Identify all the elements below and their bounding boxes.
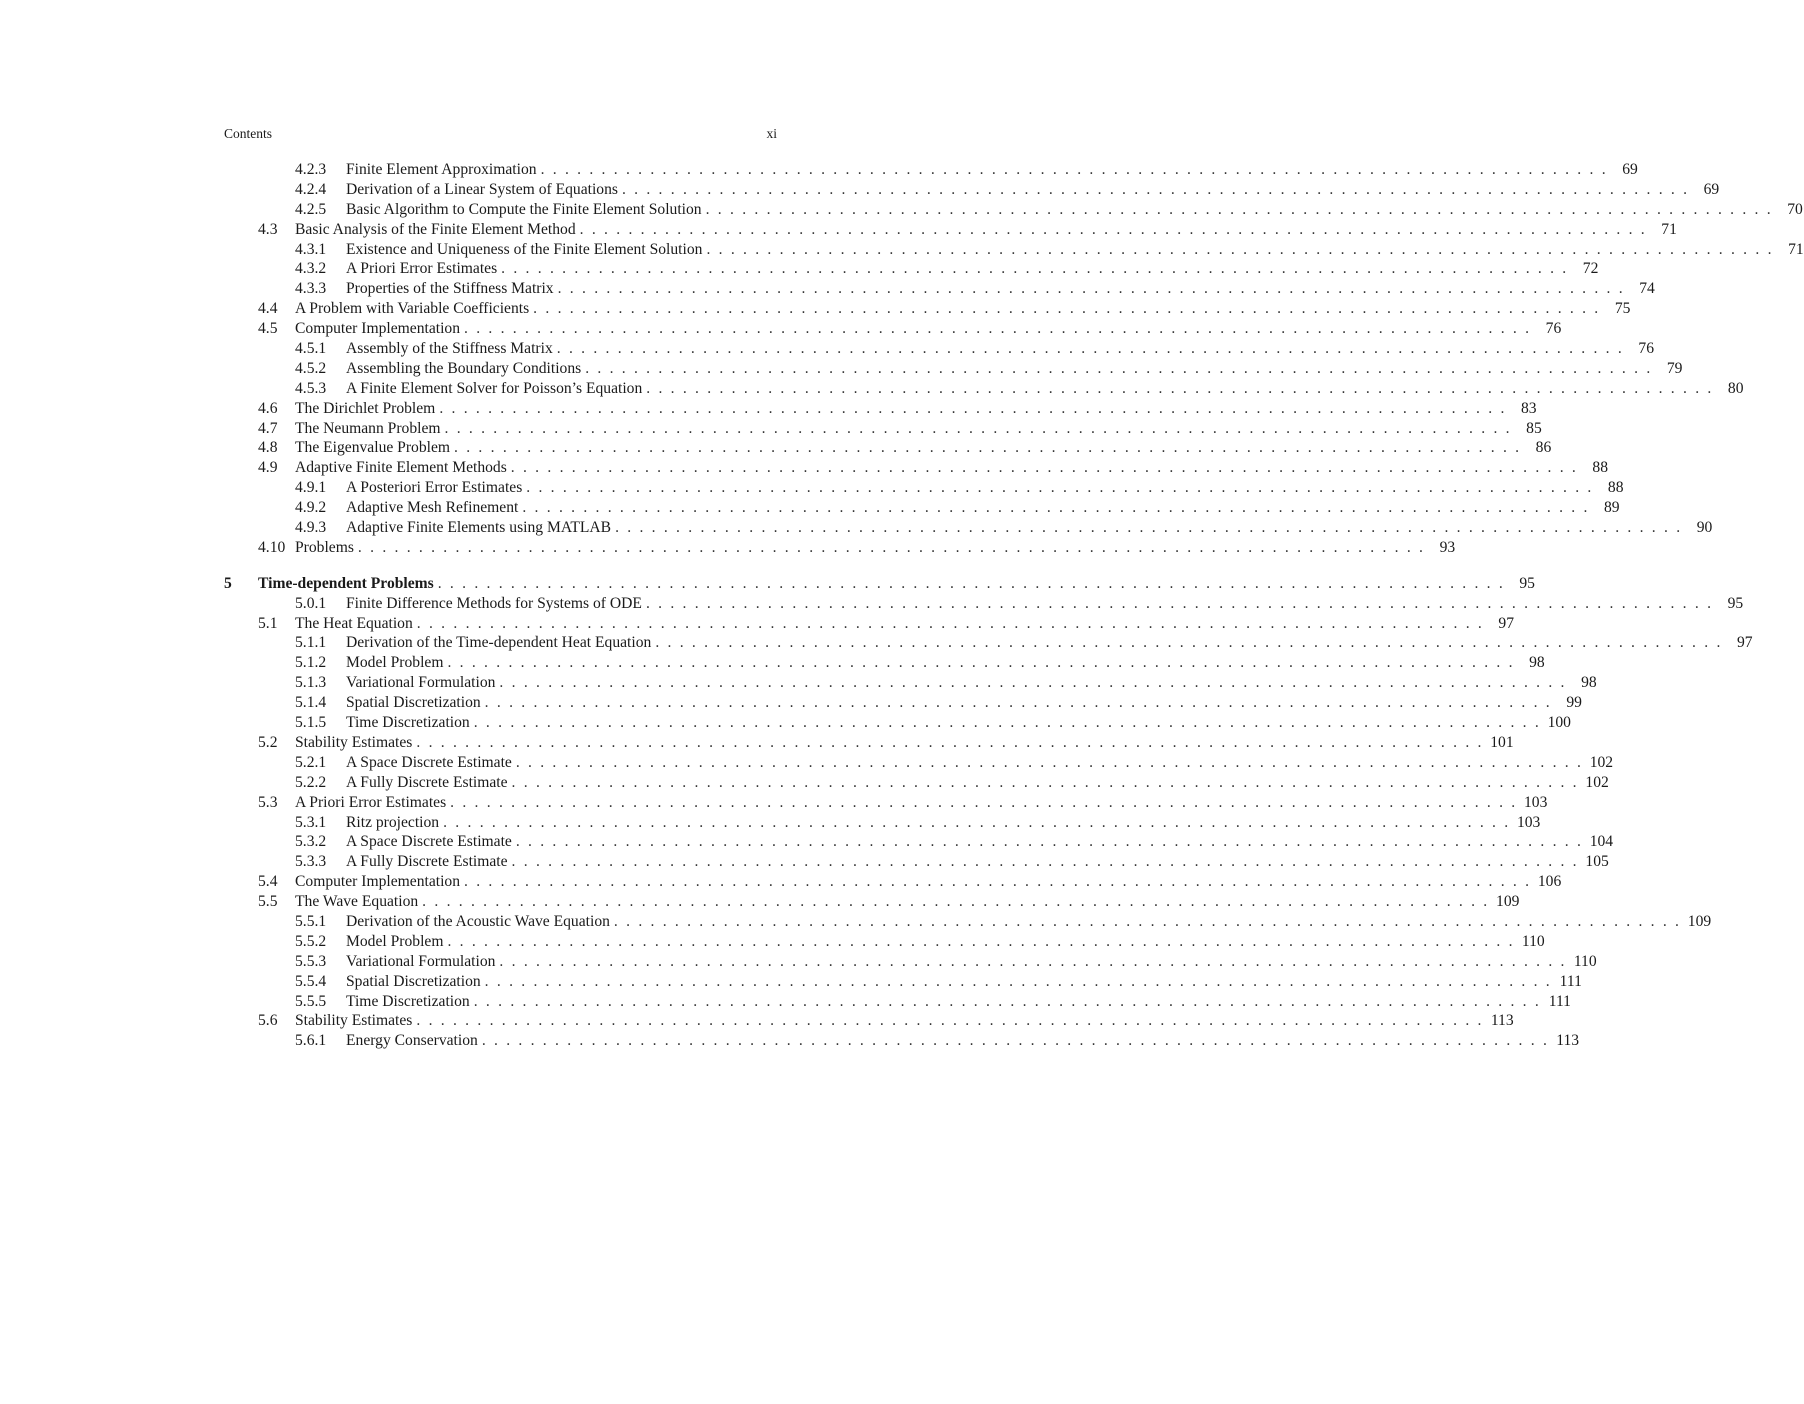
toc-entry-number: 5.1.2 — [295, 654, 327, 672]
dot-leader: . . . . . . . . . . . . . . . . . . . . . . . . . . . . . . . . . . . . . . . . . . . . . . . . . . . . . . . . . . . . . . . . . . . . . . . . . . . . . . . . . . . . . . . . — [450, 793, 1518, 811]
toc-entry-page: 88 — [1578, 458, 1608, 478]
toc-entry-page: 110 — [1515, 932, 1545, 952]
toc-entry-page: 102 — [1583, 753, 1613, 773]
dot-leader: . . . . . . . . . . . . . . . . . . . . . . . . . . . . . . . . . . . . . . . . . . . . . . . . . . . . . . . . . . . . . . . . . . . . . . . . . . . . . . . . . . . . . . . . — [613, 912, 1682, 930]
toc-entry-title: A Priori Error Estimates — [295, 793, 450, 813]
toc-entry-title-line — [346, 359, 1683, 379]
toc-entry-title: The Eigenvalue Problem — [295, 438, 454, 458]
dot-leader: . . . . . . . . . . . . . . . . . . . . . . . . . . . . . . . . . . . . . . . . . . . . . . . . . . . . . . . . . . . . . . . . . . . . . . . . . . . . . . . . . . . . . . . . — [464, 873, 1532, 891]
toc-entry-title: Basic Algorithm to Compute the Finite Element Solution — [346, 200, 706, 220]
dot-leader: . . . . . . . . . . . . . . . . . . . . . . . . . . . . . . . . . . . . . . . . . . . . . . . . . . . . . . . . . . . . . . . . . . . . . . . . . . . . . . . . . . . . . . . . — [511, 773, 1579, 791]
dot-leader: . . . . . . . . . . . . . . . . . . . . . . . . . . . . . . . . . . . . . . . . . . . . . . . . . . . . . . . . . . . . . . . . . . . . . . . . . . . . . . . . . . . . . . . . — [499, 674, 1567, 692]
toc-entry-title-line — [295, 872, 1562, 892]
dot-leader: . . . . . . . . . . . . . . . . . . . . . . . . . . . . . . . . . . . . . . . . . . . . . . . . . . . . . . . . . . . . . . . . . . . . . . . . . . . . . . . . . . . . . . . . — [515, 833, 1584, 851]
toc-entry-page: 111 — [1541, 992, 1571, 1012]
toc-entry-title-line — [346, 992, 1571, 1012]
toc-entry-number: 5.2.2 — [295, 773, 327, 791]
dot-leader: . . . . . . . . . . . . . . . . . . . . . . . . . . . . . . . . . . . . . . . . . . . . . . . . . . . . . . . . . . . . . . . . . . . . . . . . . . . . . . . . . . . . . . . . — [484, 972, 1552, 990]
toc-entry-number: 4.2.5 — [295, 200, 327, 218]
toc-entry-page: 109 — [1681, 912, 1711, 932]
toc-entry-title: Computer Implementation — [295, 872, 464, 892]
toc-entry[interactable] — [224, 399, 1537, 419]
dot-leader: . . . . . . . . . . . . . . . . . . . . . . . . . . . . . . . . . . . . . . . . . . . . . . . . . . . . . . . . . . . . . . . . . . . . . . . . . . . . . . . . . . . . . . . . — [481, 1032, 1550, 1050]
toc-entry-title-line — [346, 478, 1624, 498]
toc-entry-title: Model Problem — [346, 932, 447, 952]
toc-entry[interactable] — [224, 279, 1655, 299]
toc-entry-title: Assembly of the Stiffness Matrix — [346, 339, 557, 359]
toc-chapter-entry[interactable] — [224, 574, 1535, 594]
toc-entry-page: 105 — [1579, 852, 1609, 872]
toc-entry-title: Finite Element Approximation — [346, 160, 541, 180]
dot-leader: . . . . . . . . . . . . . . . . . . . . . . . . . . . . . . . . . . . . . . . . . . . . . . . . . . . . . . . . . . . . . . . . . . . . . . . . . . . . . . . . . . . . . . . . — [464, 320, 1532, 338]
toc-entry[interactable] — [224, 379, 1744, 399]
toc-entry-page: 102 — [1579, 773, 1609, 793]
dot-leader: . . . . . . . . . . . . . . . . . . . . . . . . . . . . . . . . . . . . . . . . . . . . . . . . . . . . . . . . . . . . . . . . . . . . . . . . . . . . . . . . . . . . . . . . — [557, 280, 1625, 298]
toc-entry-title: Ritz projection — [346, 813, 443, 833]
toc-entry[interactable] — [224, 932, 1545, 952]
toc-entry-title: Time Discretization — [346, 992, 474, 1012]
toc-entry[interactable] — [224, 832, 1614, 852]
toc-entry-title-line — [295, 793, 1548, 813]
toc-entry-title-line — [295, 399, 1537, 419]
toc-entry-page: 83 — [1507, 399, 1537, 419]
toc-entry-title: A Priori Error Estimates — [346, 259, 501, 279]
dot-leader: . . . . . . . . . . . . . . . . . . . . . . . . . . . . . . . . . . . . . . . . . . . . . . . . . . . . . . . . . . . . . . . . . . . . . . . . . . . . . . . . . . . . . . . . — [439, 399, 1507, 417]
dot-leader: . . . . . . . . . . . . . . . . . . . . . . . . . . . . . . . . . . . . . . . . . . . . . . . . . . . . . . . . . . . . . . . . . . . . . . . . . . . . . . . . . . . . . . . . — [444, 419, 1512, 437]
toc-entry[interactable] — [224, 359, 1683, 379]
toc-entry-title: Adaptive Finite Element Methods — [295, 458, 511, 478]
toc-entry-title-line — [346, 753, 1614, 773]
toc-entry-title: Assembling the Boundary Conditions — [346, 359, 585, 379]
toc-entry-number: 5.0.1 — [295, 594, 327, 612]
dot-leader: . . . . . . . . . . . . . . . . . . . . . . . . . . . . . . . . . . . . . . . . . . . . . . . . . . . . . . . . . . . . . . . . . . . . . . . . . . . . . . . . . . . . . . . . — [655, 634, 1723, 652]
toc-entry-number: 5.5 — [258, 893, 278, 911]
toc-entry-page: 86 — [1521, 438, 1551, 458]
toc-entry[interactable] — [224, 518, 1713, 538]
toc-entry-number: 4.5.1 — [295, 340, 327, 358]
toc-entry-title-line — [346, 259, 1599, 279]
toc-entry[interactable] — [224, 633, 1753, 653]
toc-entry-title-line — [346, 773, 1609, 793]
toc-entry-title-line — [295, 220, 1677, 240]
toc-entry-page: 113 — [1549, 1031, 1579, 1051]
toc-entry-number: 4.9.2 — [295, 499, 327, 517]
toc-entry-number: 5.1.1 — [295, 634, 327, 652]
toc-entry[interactable] — [224, 299, 1631, 319]
dot-leader: . . . . . . . . . . . . . . . . . . . . . . . . . . . . . . . . . . . . . . . . . . . . . . . . . . . . . . . . . . . . . . . . . . . . . . . . . . . . . . . . . . . . . . . . — [705, 200, 1773, 218]
toc-entry[interactable] — [224, 180, 1720, 200]
toc-entry-number: 4.8 — [258, 439, 278, 457]
toc-entry-page: 74 — [1625, 279, 1655, 299]
toc-entry-title-line — [346, 200, 1803, 220]
toc-entry-number: 4.5.3 — [295, 379, 327, 397]
dot-leader: . . . . . . . . . . . . . . . . . . . . . . . . . . . . . . . . . . . . . . . . . . . . . . . . . . . . . . . . . . . . . . . . . . . . . . . . . . . . . . . . . . . . . . . . — [416, 1012, 1484, 1030]
toc-entry-number: 5.1.5 — [295, 714, 327, 732]
toc-entry-title-line — [295, 538, 1456, 558]
toc-entry-title-line — [346, 379, 1744, 399]
toc-entry-title-line — [346, 693, 1582, 713]
toc-entry-number: 4.10 — [258, 538, 286, 556]
dot-leader: . . . . . . . . . . . . . . . . . . . . . . . . . . . . . . . . . . . . . . . . . . . . . . . . . . . . . . . . . . . . . . . . . . . . . . . . . . . . . . . . . . . . . . . . — [422, 893, 1490, 911]
toc-entry-page: 95 — [1505, 574, 1535, 594]
toc-entry-title-line — [295, 1011, 1514, 1031]
toc-entry-title: Model Problem — [346, 653, 447, 673]
toc-entry-number: 5.3.1 — [295, 813, 327, 831]
dot-leader: . . . . . . . . . . . . . . . . . . . . . . . . . . . . . . . . . . . . . . . . . . . . . . . . . . . . . . . . . . . . . . . . . . . . . . . . . . . . . . . . . . . . . . . . — [473, 992, 1541, 1010]
toc-entry-title: Adaptive Finite Elements using MATLAB — [346, 518, 615, 538]
toc-entry[interactable] — [224, 498, 1620, 518]
toc-entry-number: 4.7 — [258, 419, 278, 437]
toc-entry-page: 99 — [1552, 693, 1582, 713]
dot-leader: . . . . . . . . . . . . . . . . . . . . . . . . . . . . . . . . . . . . . . . . . . . . . . . . . . . . . . . . . . . . . . . . . . . . . . . . . . . . . . . . . . . . . . . . — [585, 359, 1653, 377]
toc-entry-number: 4.3.1 — [295, 240, 327, 258]
toc-entry-title-line — [295, 438, 1552, 458]
toc-entry-number: 5.5.1 — [295, 912, 327, 930]
toc-entry[interactable] — [224, 1011, 1514, 1031]
toc-entry-number: 5.6 — [258, 1012, 278, 1030]
dot-leader: . . . . . . . . . . . . . . . . . . . . . . . . . . . . . . . . . . . . . . . . . . . . . . . . . . . . . . . . . . . . . . . . . . . . . . . . . . . . . . . . . . . . . . . . — [473, 714, 1541, 732]
toc-entry-title: Variational Formulation — [346, 673, 499, 693]
toc-entry-title-line — [346, 279, 1655, 299]
toc-entry[interactable] — [224, 1031, 1580, 1051]
toc-entry-page: 103 — [1517, 793, 1547, 813]
toc-entry-number: 4.3.2 — [295, 260, 327, 278]
toc-entry-title: Adaptive Mesh Refinement — [346, 498, 522, 518]
toc-entry-page: 88 — [1594, 478, 1624, 498]
toc-entry-number: 5.4 — [258, 873, 278, 891]
toc-entry-title-line — [295, 458, 1609, 478]
toc-entry-title-line — [346, 713, 1571, 733]
toc-entry-page: 106 — [1531, 872, 1561, 892]
toc-entry-number: 5.5.2 — [295, 932, 327, 950]
toc-entry[interactable] — [224, 912, 1712, 932]
dot-leader: . . . . . . . . . . . . . . . . . . . . . . . . . . . . . . . . . . . . . . . . . . . . . . . . . . . . . . . . . . . . . . . . . . . . . . . . . . . . . . . . . . . . . . . . — [484, 694, 1552, 712]
toc-entry-page: 89 — [1590, 498, 1620, 518]
toc-entry-title: Existence and Uniqueness of the Finite Element Solution — [346, 240, 706, 260]
dot-leader: . . . . . . . . . . . . . . . . . . . . . . . . . . . . . . . . . . . . . . . . . . . . . . . . . . . . . . . . . . . . . . . . . . . . . . . . . . . . . . . . . . . . . . . . — [556, 340, 1624, 358]
toc-entry-page: 103 — [1510, 813, 1540, 833]
toc-entry[interactable] — [224, 594, 1744, 614]
toc-entry-title: The Heat Equation — [295, 614, 417, 634]
toc-entry-number: 5.1.3 — [295, 674, 327, 692]
toc-entry-title: Stability Estimates — [295, 1011, 416, 1031]
toc-entry-number: 4.3 — [258, 220, 278, 238]
toc-entry-title: Stability Estimates — [295, 733, 416, 753]
toc-entry-title-line — [258, 574, 1535, 594]
dot-leader: . . . . . . . . . . . . . . . . . . . . . . . . . . . . . . . . . . . . . . . . . . . . . . . . . . . . . . . . . . . . . . . . . . . . . . . . . . . . . . . . . . . . . . . . — [437, 574, 1505, 592]
dot-leader: . . . . . . . . . . . . . . . . . . . . . . . . . . . . . . . . . . . . . . . . . . . . . . . . . . . . . . . . . . . . . . . . . . . . . . . . . . . . . . . . . . . . . . . . — [526, 479, 1594, 497]
toc-entry[interactable] — [224, 852, 1609, 872]
toc-entry-page: 100 — [1541, 713, 1571, 733]
dot-leader: . . . . . . . . . . . . . . . . . . . . . . . . . . . . . . . . . . . . . . . . . . . . . . . . . . . . . . . . . . . . . . . . . . . . . . . . . . . . . . . . . . . . . . . . — [533, 300, 1601, 318]
dot-leader: . . . . . . . . . . . . . . . . . . . . . . . . . . . . . . . . . . . . . . . . . . . . . . . . . . . . . . . . . . . . . . . . . . . . . . . . . . . . . . . . . . . . . . . . — [416, 614, 1485, 632]
toc-entry-number: 5.2.1 — [295, 753, 327, 771]
toc-entry[interactable] — [224, 240, 1804, 260]
toc-entry-title-line — [346, 813, 1541, 833]
toc-entry-number: 5.5.3 — [295, 952, 327, 970]
toc-entry-title-line — [346, 1031, 1580, 1051]
toc-entry-title: Basic Analysis of the Finite Element Method — [295, 220, 580, 240]
toc-entry[interactable] — [224, 952, 1597, 972]
toc-entry[interactable] — [224, 813, 1541, 833]
toc-entry[interactable] — [224, 419, 1542, 439]
toc-entry-title-line — [346, 912, 1712, 932]
toc-entry-title-line — [346, 673, 1597, 693]
toc-entry-title: A Fully Discrete Estimate — [346, 773, 512, 793]
dot-leader: . . . . . . . . . . . . . . . . . . . . . . . . . . . . . . . . . . . . . . . . . . . . . . . . . . . . . . . . . . . . . . . . . . . . . . . . . . . . . . . . . . . . . . . . — [447, 654, 1515, 672]
toc-entry-title: A Space Discrete Estimate — [346, 832, 516, 852]
toc-entry-number: 5.2 — [258, 733, 278, 751]
toc-entry-page: 80 — [1714, 379, 1744, 399]
toc-entry-title: A Posteriori Error Estimates — [346, 478, 526, 498]
toc-entry-page: 101 — [1484, 733, 1514, 753]
toc-entry-title-line — [346, 180, 1720, 200]
toc-entry-title: Energy Conservation — [346, 1031, 482, 1051]
toc-entry-page: 76 — [1624, 339, 1654, 359]
toc-entry[interactable] — [224, 478, 1624, 498]
toc-entry-number: 5 — [224, 574, 232, 592]
toc-entry-title: Derivation of the Acoustic Wave Equation — [346, 912, 614, 932]
toc-entry[interactable] — [224, 753, 1614, 773]
toc-entry-title: Finite Difference Methods for Systems of ODE — [346, 594, 646, 614]
toc-entry-title-line — [295, 319, 1562, 339]
toc-entry-page: 69 — [1689, 180, 1719, 200]
dot-leader: . . . . . . . . . . . . . . . . . . . . . . . . . . . . . . . . . . . . . . . . . . . . . . . . . . . . . . . . . . . . . . . . . . . . . . . . . . . . . . . . . . . . . . . . — [501, 260, 1569, 278]
toc-entry-title-line — [346, 339, 1654, 359]
toc-entry[interactable] — [224, 713, 1571, 733]
toc-entry-title-line — [346, 852, 1609, 872]
toc-entry-page: 79 — [1652, 359, 1682, 379]
toc-entry-title: Derivation of a Linear System of Equations — [346, 180, 622, 200]
toc-entry-page: 71 — [1647, 220, 1677, 240]
toc-entry-number: 5.6.1 — [295, 1032, 327, 1050]
toc-entry-number: 5.1.4 — [295, 694, 327, 712]
toc-entry-title-line — [295, 733, 1514, 753]
toc-entry[interactable] — [224, 160, 1638, 180]
toc-entry-page: 90 — [1682, 518, 1712, 538]
dot-leader: . . . . . . . . . . . . . . . . . . . . . . . . . . . . . . . . . . . . . . . . . . . . . . . . . . . . . . . . . . . . . . . . . . . . . . . . . . . . . . . . . . . . . . . . — [515, 753, 1584, 771]
page-number: xi — [766, 126, 777, 141]
toc-entry-title: Spatial Discretization — [346, 693, 485, 713]
toc-entry[interactable] — [224, 614, 1515, 634]
dot-leader: . . . . . . . . . . . . . . . . . . . . . . . . . . . . . . . . . . . . . . . . . . . . . . . . . . . . . . . . . . . . . . . . . . . . . . . . . . . . . . . . . . . . . . . . — [645, 594, 1714, 612]
toc-entry-page: 70 — [1773, 200, 1803, 220]
toc-entry[interactable] — [224, 538, 1456, 558]
toc-entry-page: 104 — [1583, 832, 1613, 852]
toc-entry-title-line — [346, 952, 1597, 972]
toc-entry[interactable] — [224, 892, 1520, 912]
toc-entry-number: 4.9 — [258, 459, 278, 477]
dot-leader: . . . . . . . . . . . . . . . . . . . . . . . . . . . . . . . . . . . . . . . . . . . . . . . . . . . . . . . . . . . . . . . . . . . . . . . . . . . . . . . . . . . . . . . . — [646, 379, 1714, 397]
toc-entry[interactable] — [224, 733, 1514, 753]
toc-entry-number: 4.6 — [258, 399, 278, 417]
toc-entry-number: 5.5.5 — [295, 992, 327, 1010]
dot-leader: . . . . . . . . . . . . . . . . . . . . . . . . . . . . . . . . . . . . . . . . . . . . . . . . . . . . . . . . . . . . . . . . . . . . . . . . . . . . . . . . . . . . . . . . — [540, 161, 1608, 178]
toc-entry-number: 4.3.3 — [295, 280, 327, 298]
toc-entry-page: 95 — [1713, 594, 1743, 614]
dot-leader: . . . . . . . . . . . . . . . . . . . . . . . . . . . . . . . . . . . . . . . . . . . . . . . . . . . . . . . . . . . . . . . . . . . . . . . . . . . . . . . . . . . . . . . . — [447, 932, 1515, 950]
dot-leader: . . . . . . . . . . . . . . . . . . . . . . . . . . . . . . . . . . . . . . . . . . . . . . . . . . . . . . . . . . . . . . . . . . . . . . . . . . . . . . . . . . . . . . . . — [454, 439, 1522, 457]
toc-entry-title-line — [295, 892, 1520, 912]
dot-leader: . . . . . . . . . . . . . . . . . . . . . . . . . . . . . . . . . . . . . . . . . . . . . . . . . . . . . . . . . . . . . . . . . . . . . . . . . . . . . . . . . . . . . . . . — [499, 952, 1567, 970]
toc-entry[interactable] — [224, 872, 1562, 892]
toc-entry-page: 71 — [1774, 240, 1804, 260]
toc-entry[interactable] — [224, 992, 1571, 1012]
dot-leader: . . . . . . . . . . . . . . . . . . . . . . . . . . . . . . . . . . . . . . . . . . . . . . . . . . . . . . . . . . . . . . . . . . . . . . . . . . . . . . . . . . . . . . . . — [579, 220, 1647, 238]
dot-leader: . . . . . . . . . . . . . . . . . . . . . . . . . . . . . . . . . . . . . . . . . . . . . . . . . . . . . . . . . . . . . . . . . . . . . . . . . . . . . . . . . . . . . . . . — [416, 733, 1484, 751]
toc-entry-title-line — [346, 972, 1582, 992]
toc-entry-number: 4.5 — [258, 320, 278, 338]
toc-entry-title: A Fully Discrete Estimate — [346, 852, 512, 872]
toc-entry-title: A Problem with Variable Coefficients — [295, 299, 533, 319]
toc-entry-title: Problems — [295, 538, 358, 558]
toc-entry-page: 85 — [1512, 419, 1542, 439]
toc-entry-title-line — [346, 633, 1753, 653]
toc-entry-page: 98 — [1515, 653, 1545, 673]
toc-entry-page: 75 — [1600, 299, 1630, 319]
dot-leader: . . . . . . . . . . . . . . . . . . . . . . . . . . . . . . . . . . . . . . . . . . . . . . . . . . . . . . . . . . . . . . . . . . . . . . . . . . . . . . . . . . . . . . . . — [615, 519, 1683, 537]
toc-entry-number: 4.9.3 — [295, 519, 327, 537]
toc-entry-number: 5.3.3 — [295, 853, 327, 871]
toc-entry-title-line — [346, 160, 1638, 180]
toc-entry-page: 97 — [1723, 633, 1753, 653]
toc-entry-number: 4.2.3 — [295, 161, 327, 178]
toc-entry-page: 93 — [1425, 538, 1455, 558]
dot-leader: . . . . . . . . . . . . . . . . . . . . . . . . . . . . . . . . . . . . . . . . . . . . . . . . . . . . . . . . . . . . . . . . . . . . . . . . . . . . . . . . . . . . . . . . — [522, 499, 1590, 517]
running-header-title: Contents — [224, 126, 273, 141]
toc-entry-title-line — [346, 653, 1545, 673]
toc-entry-title: Time-dependent Problems — [258, 574, 438, 594]
toc-entry-title: Time Discretization — [346, 713, 474, 733]
dot-leader: . . . . . . . . . . . . . . . . . . . . . . . . . . . . . . . . . . . . . . . . . . . . . . . . . . . . . . . . . . . . . . . . . . . . . . . . . . . . . . . . . . . . . . . . — [621, 180, 1690, 198]
toc-entry[interactable] — [224, 319, 1562, 339]
toc-entry-number: 4.4 — [258, 300, 278, 318]
toc-entry-title: Derivation of the Time-dependent Heat Equation — [346, 633, 655, 653]
toc-entry-title: Properties of the Stiffness Matrix — [346, 279, 558, 299]
toc-entry-page: 110 — [1567, 952, 1597, 972]
toc-entry-page: 113 — [1484, 1011, 1514, 1031]
toc-entry-page: 98 — [1567, 673, 1597, 693]
toc-entry-title-line — [346, 518, 1713, 538]
toc-entry-number: 5.1 — [258, 614, 278, 632]
toc-entry[interactable] — [224, 200, 1803, 220]
toc-entry-number: 5.3.2 — [295, 833, 327, 851]
toc-entry-number: 4.5.2 — [295, 359, 327, 377]
toc-entry-title-line — [346, 498, 1620, 518]
toc-entry-page: 76 — [1531, 319, 1561, 339]
toc-entry[interactable] — [224, 458, 1609, 478]
toc-entry[interactable] — [224, 259, 1599, 279]
toc-entry-title-line — [346, 932, 1545, 952]
toc-entry-title: The Neumann Problem — [295, 419, 445, 439]
toc-entry-title-line — [295, 614, 1515, 634]
toc-entry[interactable] — [224, 793, 1548, 813]
toc-entry-title-line — [295, 299, 1631, 319]
dot-leader: . . . . . . . . . . . . . . . . . . . . . . . . . . . . . . . . . . . . . . . . . . . . . . . . . . . . . . . . . . . . . . . . . . . . . . . . . . . . . . . . . . . . . . . . — [510, 459, 1579, 477]
toc-entry-number: 5.5.4 — [295, 972, 327, 990]
toc-entry-title: Computer Implementation — [295, 319, 464, 339]
toc-entry-title: The Dirichlet Problem — [295, 399, 439, 419]
toc-entry-title-line — [346, 594, 1744, 614]
toc-entry-title: The Wave Equation — [295, 892, 422, 912]
toc-entry[interactable] — [224, 339, 1654, 359]
toc-entry-title-line — [295, 419, 1542, 439]
toc-entry[interactable] — [224, 972, 1582, 992]
dot-leader: . . . . . . . . . . . . . . . . . . . . . . . . . . . . . . . . . . . . . . . . . . . . . . . . . . . . . . . . . . . . . . . . . . . . . . . . . . . . . . . . . . . . . . . . — [511, 853, 1579, 871]
running-header — [224, 126, 777, 144]
toc-entry-title: A Space Discrete Estimate — [346, 753, 516, 773]
table-of-contents — [224, 160, 1804, 1051]
toc-entry-number: 4.2.4 — [295, 180, 327, 198]
toc-entry[interactable] — [224, 220, 1677, 240]
toc-entry-page: 72 — [1568, 259, 1598, 279]
dot-leader: . . . . . . . . . . . . . . . . . . . . . . . . . . . . . . . . . . . . . . . . . . . . . . . . . . . . . . . . . . . . . . . . . . . . . . . . . . . . . . . . . . . . . . . . — [357, 538, 1426, 556]
toc-entry-title: Variational Formulation — [346, 952, 499, 972]
toc-entry[interactable] — [224, 693, 1582, 713]
toc-entry-page: 109 — [1489, 892, 1519, 912]
toc-entry-page: 111 — [1552, 972, 1582, 992]
toc-entry-title-line — [346, 240, 1804, 260]
toc-entry-page: 69 — [1608, 160, 1638, 180]
toc-entry[interactable] — [224, 773, 1609, 793]
dot-leader: . . . . . . . . . . . . . . . . . . . . . . . . . . . . . . . . . . . . . . . . . . . . . . . . . . . . . . . . . . . . . . . . . . . . . . . . . . . . . . . . . . . . . . . . — [706, 240, 1774, 258]
toc-entry-number: 5.3 — [258, 793, 278, 811]
toc-entry[interactable] — [224, 653, 1545, 673]
toc-entry-number: 4.9.1 — [295, 479, 327, 497]
dot-leader: . . . . . . . . . . . . . . . . . . . . . . . . . . . . . . . . . . . . . . . . . . . . . . . . . . . . . . . . . . . . . . . . . . . . . . . . . . . . . . . . . . . . . . . . — [443, 813, 1511, 831]
toc-entry-title: A Finite Element Solver for Poisson’s Equation — [346, 379, 646, 399]
toc-entry-title: Spatial Discretization — [346, 972, 485, 992]
toc-entry-page: 97 — [1484, 614, 1514, 634]
toc-entry[interactable] — [224, 673, 1597, 693]
toc-entry-title-line — [346, 832, 1614, 852]
toc-entry[interactable] — [224, 438, 1552, 458]
